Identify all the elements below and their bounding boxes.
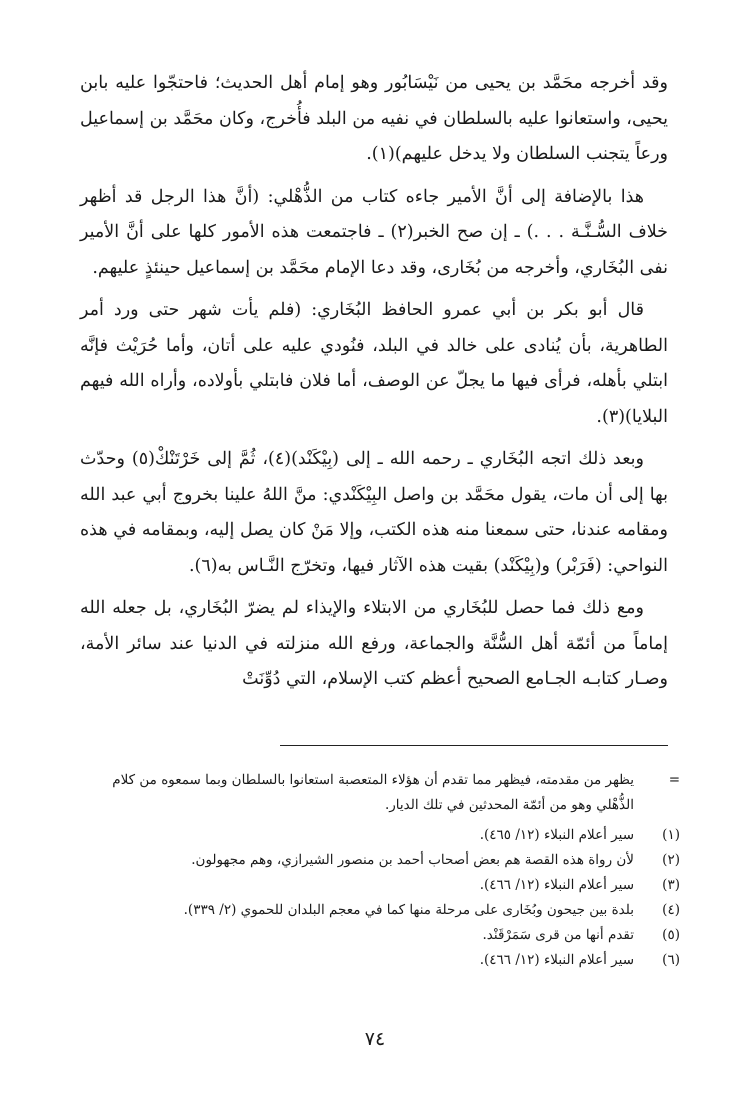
footnote — [80, 898, 680, 923]
paragraph: وقد أخرجه محَمَّد بن يحيى من نَيْسَابُور وهو إمام أهل الحديث؛ فاحتجّوا عليه بابن يحيى، واستعانوا عليه بالسلطان في نفيه من البلد فأُخرج، وكان محَمَّد بن إسماعيل ورعاً يتجنب السلطان ولا يدخل عليهم)(١). — [80, 73, 668, 164]
footnote-text: لأن رواة هذه القصة هم بعض أصحاب أحمد بن منصور الشيرازي، وهم مجهولون. — [191, 852, 634, 868]
footnote-text: سير أعلام النبلاء (١٢/ ٤٦٦). — [479, 877, 634, 893]
paragraph: قال أبو بكر بن أبي عمرو الحافظ البُخَاري: (فلم يأت شهر حتى ورد أمر الطاهرية، بأن يُنادى على خالد في البلد، فنُودي عليه على أتان، وأما حُرَيْث فإنَّه ابتلي بأهله، فرأى فيها ما يجلّ عن الوصف، أما فلان فابتلي بأولاده، وأراه الله فيهم البلايا)(٣). — [80, 300, 668, 427]
page-number: ٧٤ — [364, 1028, 386, 1050]
footnote-number: (٥) — [662, 927, 680, 943]
footnote-continuation — [80, 768, 680, 818]
footnote-number: (٤) — [662, 902, 680, 918]
footnote — [80, 823, 680, 848]
footnote-separator — [280, 745, 668, 746]
footnotes — [80, 768, 680, 973]
footnote-number: (٣) — [662, 877, 680, 893]
footnote-continuation-mark: = — [668, 772, 680, 788]
footnote-text: بلدة بين جيحون وبُخَارى على مرحلة منها كما في معجم البلدان للحموي (٢/ ٣٣٩). — [183, 902, 634, 918]
footnote — [80, 873, 680, 898]
paragraph: هذا بالإضافة إلى أنَّ الأمير جاءه كتاب من الذُّهْلي: (أنَّ هذا الرجل قد أظهر خلاف السُّـنَّـة . . .) ـ إن صح الخبر(٢) ـ فاجتمعت هذه الأمور كلها على أنَّ الأمير نفى البُخَاري، وأخرجه من بُخَارى، وقد دعا الإمام محَمَّد بن إسماعيل حينئذٍ عليهم. — [80, 186, 668, 278]
footnote-number: (٦) — [662, 952, 680, 968]
footnote — [80, 923, 680, 948]
footnote — [80, 848, 680, 873]
paragraph: وبعد ذلك اتجه البُخَاري ـ رحمه الله ـ إلى (بِيْكَنْد)(٤)، ثُمَّ إلى خَرْتَنْكْ(٥) وحدّث بها إلى أن مات، يقول محَمَّد بن واصل البِيْكَنْدي: منَّ اللهُ علينا بخروج أبي عبد الله ومقامه عندنا، حتى سمعنا منه هذه الكتب، وإلا مَنْ كان يصل إليه، وبمقامه في هذه النواحي: (فَرَبْر) و(بِيْكَنْد) بقيت هذه الآثار فيها، وتخرّج النَّـاس به(٦). — [80, 449, 668, 576]
footnote — [80, 948, 680, 973]
paragraph: ومع ذلك فما حصل للبُخَاري من الابتلاء والإيذاء لم يضرّ البُخَاري، بل جعله الله إماماً من أئمّة أهل السُّنَّة والجماعة، ورفع الله منزلته في الدنيا عند سائر الأمة، وصـار كتابـه الجـامع الصحيح أعظم كتب الإسلام، التي دُوِّنَتْ — [80, 598, 668, 689]
footnote-text: تقدم أنها من قرى سَمَرْقَنْد. — [482, 927, 634, 943]
footnote-text: سير أعلام النبلاء (١٢/ ٤٦٥). — [479, 827, 634, 843]
footnote-text: يظهر من مقدمته، فيظهر مما تقدم أن هؤلاء المتعصبة استعانوا بالسلطان وبما سمعوه من كلام الذُّهْلي وهو من أئمّة المحدثين في تلك الديار. — [112, 772, 634, 813]
main-text — [80, 66, 668, 705]
footnote-number: (٢) — [662, 852, 680, 868]
footnote-text: سير أعلام النبلاء (١٢/ ٤٦٦). — [479, 952, 634, 968]
footnote-number: (١) — [662, 827, 680, 843]
